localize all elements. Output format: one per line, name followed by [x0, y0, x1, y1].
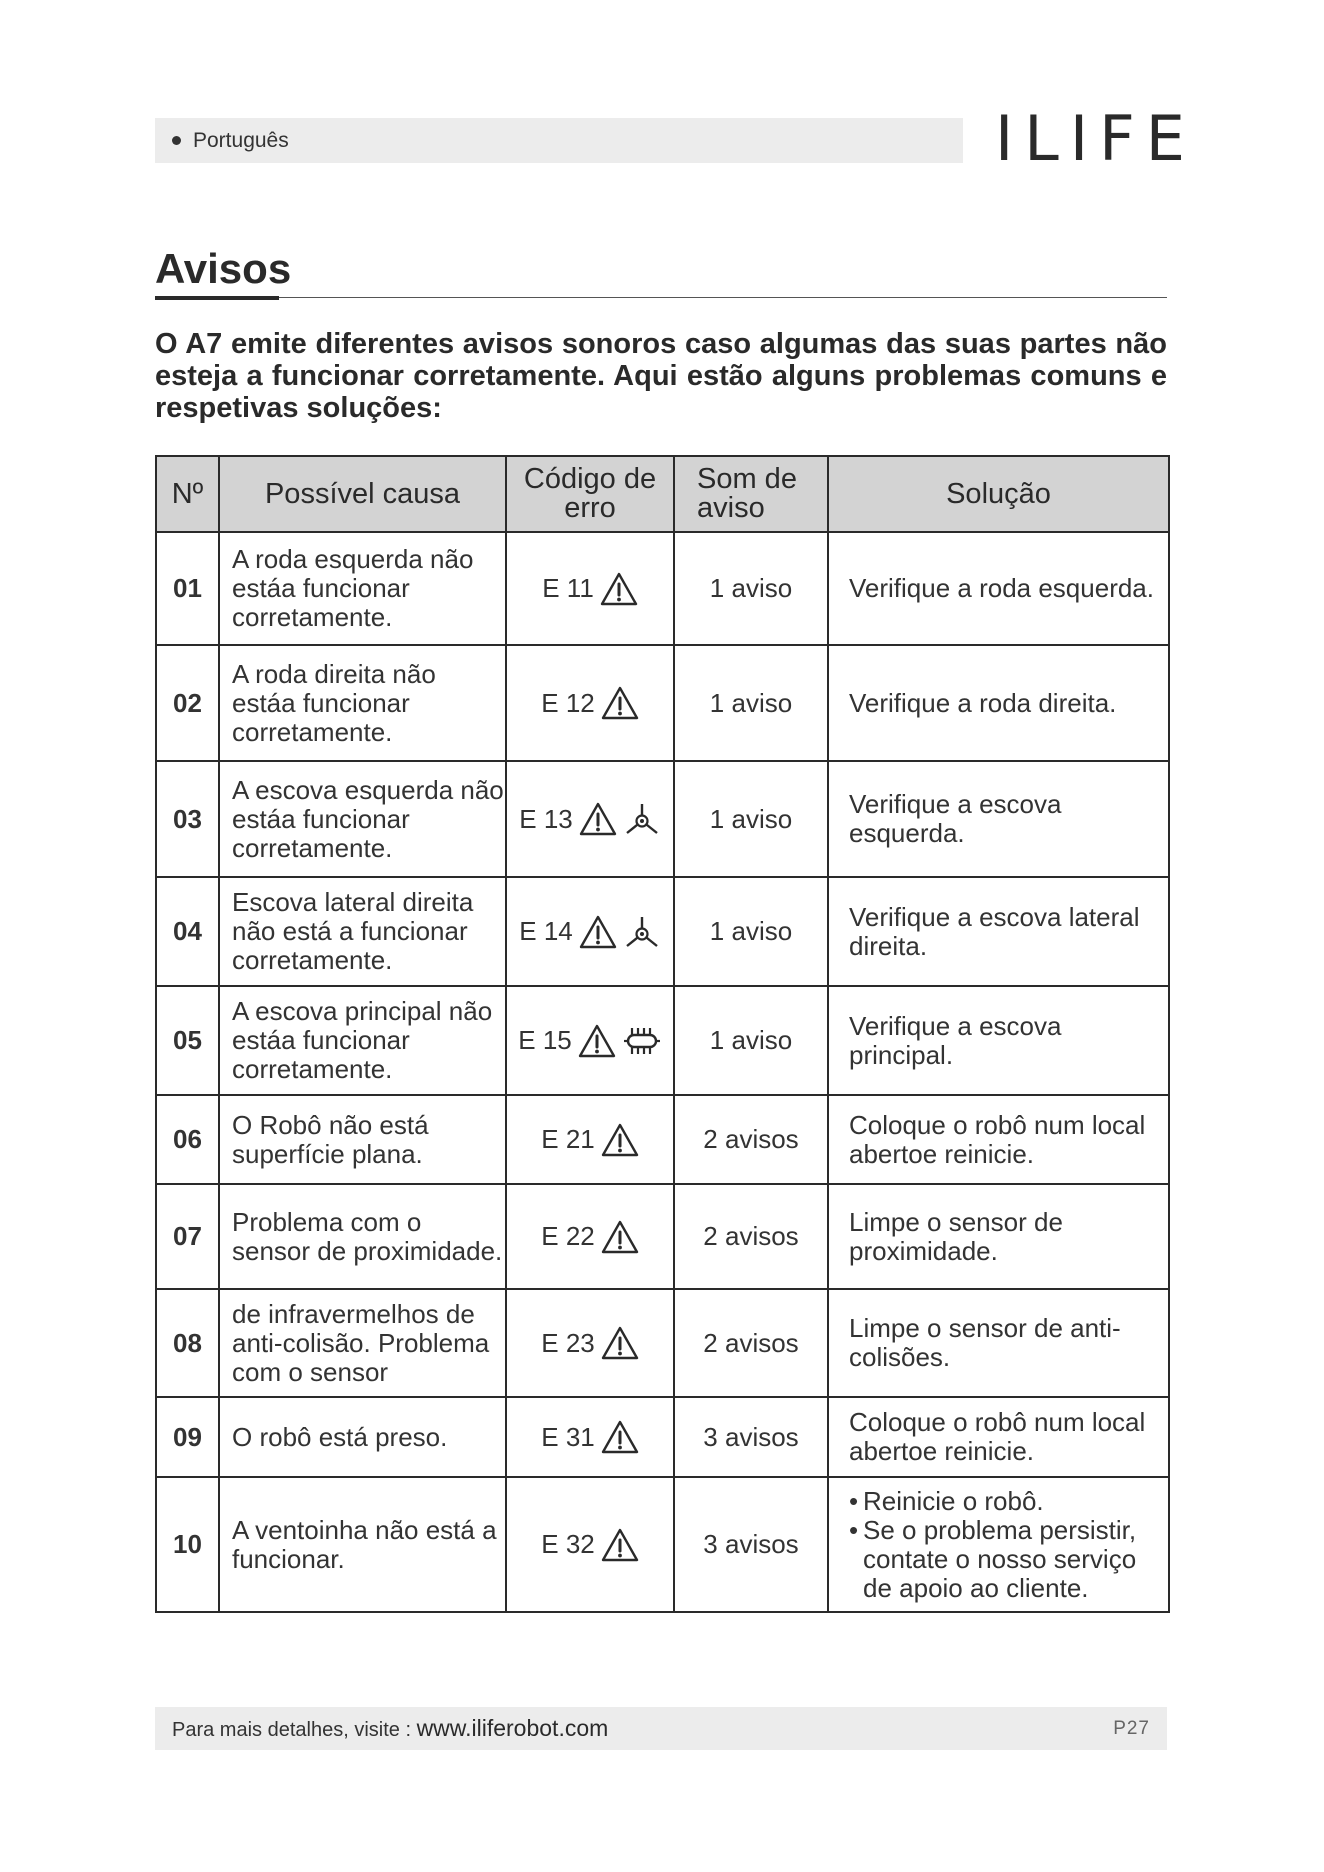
warning-icon	[601, 1420, 639, 1454]
error-code-text: E 12	[541, 687, 595, 718]
table-row	[156, 1289, 1169, 1397]
footer-url-link[interactable]: www.iliferobot.com	[416, 1715, 609, 1741]
row-solution	[828, 1184, 1169, 1289]
error-code-text: E 15	[518, 1025, 572, 1055]
warning-icon	[601, 1123, 639, 1157]
table-row	[156, 645, 1169, 761]
title-rule	[279, 297, 1167, 298]
row-sound: 1 aviso	[674, 986, 828, 1095]
row-error-code	[506, 1477, 674, 1612]
error-code-wrap	[541, 1326, 639, 1360]
side-brush-icon	[623, 915, 661, 949]
error-code-wrap	[542, 572, 638, 606]
row-cause: A roda esquerda não estáa funcionar corretamente.	[219, 532, 506, 645]
solution-text: Verifique a escova principal.	[849, 1010, 1062, 1070]
table-row	[156, 532, 1169, 645]
row-error-code	[506, 532, 674, 645]
warning-icon	[578, 1024, 616, 1058]
error-code-text: E 32	[541, 1529, 595, 1559]
row-solution	[828, 761, 1169, 877]
row-solution	[828, 1289, 1169, 1397]
footer-text-wrap	[172, 1715, 608, 1742]
row-solution	[828, 1397, 1169, 1477]
error-code-wrap	[541, 1528, 639, 1562]
side-brush-icon	[623, 802, 661, 836]
row-error-code	[506, 1397, 674, 1477]
row-number: 01	[156, 532, 219, 645]
bullet-icon	[172, 136, 181, 145]
error-code-wrap	[541, 686, 639, 720]
warnings-table	[155, 455, 1170, 1613]
row-error-code	[506, 1289, 674, 1397]
row-sound: 3 avisos	[674, 1477, 828, 1612]
row-error-code	[506, 1095, 674, 1184]
error-code-text: E 14	[519, 916, 573, 946]
warning-icon	[600, 572, 638, 606]
row-sound: 1 aviso	[674, 877, 828, 986]
footer-bar	[155, 1707, 1167, 1750]
warning-icon	[601, 1326, 639, 1360]
row-number: 03	[156, 761, 219, 877]
solution-text: Limpe o sensor de anti-colisões.	[849, 1313, 1121, 1372]
solution-item: • Reinicie o robô.	[849, 1487, 1160, 1516]
row-number: 07	[156, 1184, 219, 1289]
row-sound: 1 aviso	[674, 761, 828, 877]
table-row	[156, 986, 1169, 1095]
row-error-code	[506, 761, 674, 877]
row-number: 02	[156, 645, 219, 761]
row-cause: de infravermelhos de anti-colisão. Problema com o sensor	[219, 1289, 506, 1397]
row-solution	[828, 1095, 1169, 1184]
solution-text: Coloque o robô num local abertoe reinicie.	[849, 1407, 1146, 1466]
row-cause: A escova principal não estáa funcionar corretamente.	[219, 986, 506, 1095]
row-solution	[828, 645, 1169, 761]
error-code-text: E 31	[541, 1421, 595, 1452]
page-title: Avisos	[155, 245, 292, 292]
row-solution	[828, 877, 1169, 986]
row-cause: A ventoinha não está a funcionar.	[219, 1477, 506, 1612]
row-cause: A roda direita não estáa funcionar corretamente.	[219, 645, 506, 761]
warning-icon	[601, 686, 639, 720]
row-cause: A escova esquerda não estáa funcionar corretamente.	[219, 761, 506, 877]
table-row	[156, 1184, 1169, 1289]
row-error-code	[506, 877, 674, 986]
table-row	[156, 1397, 1169, 1477]
table-row	[156, 1095, 1169, 1184]
warning-icon	[579, 915, 617, 949]
row-error-code	[506, 986, 674, 1095]
row-cause: O Robô não está superfície plana.	[219, 1095, 506, 1184]
solution-text: Verifique a roda direita.	[849, 687, 1117, 718]
row-number: 06	[156, 1095, 219, 1184]
language-label: Português	[193, 128, 289, 152]
brand-logo: ILIFE	[995, 102, 1196, 175]
table-row	[156, 1477, 1169, 1612]
error-code-wrap	[519, 802, 661, 836]
table-row	[156, 761, 1169, 877]
header-code: Código de erro	[506, 456, 674, 532]
solution-text: Verifique a roda esquerda.	[849, 573, 1154, 603]
row-error-code	[506, 645, 674, 761]
error-code-wrap	[541, 1123, 639, 1157]
solution-text: Verifique a escova esquerda.	[849, 789, 1062, 848]
row-number: 10	[156, 1477, 219, 1612]
row-sound: 2 avisos	[674, 1095, 828, 1184]
footer-text: Para mais detalhes, visite :	[172, 1719, 411, 1741]
row-error-code	[506, 1184, 674, 1289]
table-row	[156, 877, 1169, 986]
table-header-row	[156, 456, 1169, 532]
warning-icon	[579, 802, 617, 836]
error-code-text: E 13	[519, 803, 573, 834]
intro-text: O A7 emite diferentes avisos sonoros caso algumas das suas partes não esteja a funcionar corretamente. Aqui estão alguns problemas comuns e respetivas soluções:	[155, 328, 1167, 424]
warning-icon	[601, 1220, 639, 1254]
row-number: 05	[156, 986, 219, 1095]
row-sound: 2 avisos	[674, 1289, 828, 1397]
solution-text: Coloque o robô num local abertoe reinicie.	[849, 1109, 1146, 1169]
row-sound: 3 avisos	[674, 1397, 828, 1477]
header-solution: Solução	[828, 456, 1169, 532]
error-code-wrap	[541, 1420, 639, 1454]
solution-text: Verifique a escova lateral direita.	[849, 901, 1140, 961]
error-code-wrap	[519, 915, 661, 949]
error-code-wrap	[518, 1024, 662, 1058]
error-code-text: E 21	[541, 1124, 595, 1154]
page-number: P27	[1113, 1717, 1150, 1739]
row-sound: 1 aviso	[674, 532, 828, 645]
row-number: 09	[156, 1397, 219, 1477]
row-cause: O robô está preso.	[219, 1397, 506, 1477]
row-solution	[828, 532, 1169, 645]
row-solution	[828, 986, 1169, 1095]
solution-text: Limpe o sensor de proximidade.	[849, 1206, 1063, 1266]
solution-item: • Se o problema persistir, contate o nosso serviço de apoio ao cliente.	[849, 1516, 1160, 1603]
row-solution	[828, 1477, 1169, 1612]
row-number: 08	[156, 1289, 219, 1397]
header-sound: Som de aviso	[674, 456, 828, 532]
solution-list	[849, 1487, 1160, 1603]
header-bar	[155, 118, 963, 163]
warning-icon	[601, 1528, 639, 1562]
error-code-text: E 11	[542, 573, 594, 603]
main-brush-icon	[622, 1026, 662, 1056]
row-cause: Problema com o sensor de proximidade.	[219, 1184, 506, 1289]
error-code-text: E 22	[541, 1221, 595, 1251]
error-code-wrap	[541, 1220, 639, 1254]
error-code-text: E 23	[541, 1327, 595, 1358]
header-cause: Possível causa	[219, 456, 506, 532]
row-number: 04	[156, 877, 219, 986]
title-underline	[155, 296, 279, 300]
row-cause: Escova lateral direita não está a funcionar corretamente.	[219, 877, 506, 986]
row-sound: 2 avisos	[674, 1184, 828, 1289]
row-sound: 1 aviso	[674, 645, 828, 761]
header-num: Nº	[156, 456, 219, 532]
